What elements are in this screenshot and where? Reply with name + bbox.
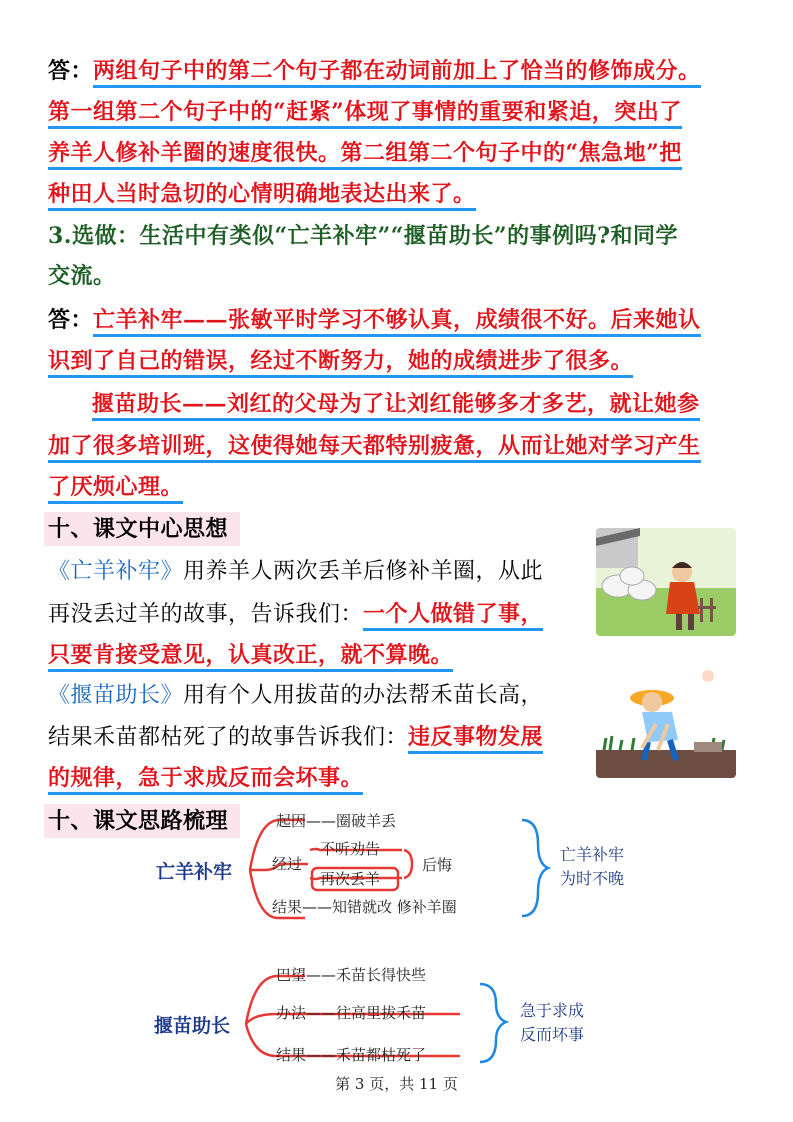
mindmap-node-wish: 巴望——禾苗长得快些 [276,966,427,984]
answer-label: 答： [48,307,94,333]
mindmap-yamiao [150,964,670,1074]
answer-text: 了厌烦心理。 [48,474,183,504]
center-p2-line-3 [48,763,363,793]
mindmap-node-result: 结果——禾苗都枯死了 [276,1046,427,1064]
answer2-line-5 [48,472,183,502]
illustration-shepherd [596,528,736,636]
center-text: 再没丢过羊的故事，告诉我们： [48,602,364,627]
book-title: 《揠苗助长》 [48,683,184,708]
answer-text: 揠苗助长——刘红的父母为了让刘红能够多才多艺，就让她参 [92,391,700,421]
answer-text: 第一组第二个句子中的“赶紧”体现了事情的重要和紧迫，突出了 [48,99,682,129]
mindmap-node-process-a: 不听劝告 [320,840,381,858]
answer2-line-3 [92,389,700,419]
mindmap-node-cause: 起因——圈破羊丢 [276,812,397,830]
mindmap-node-process: 经过 [272,855,303,873]
answer-label: 答： [48,58,94,84]
mindmap-moral-line1: 亡羊补牢 [560,845,625,864]
center-p1-line-3 [48,640,453,670]
moral-text: 一个人做错了事， [363,601,543,631]
mindmap-node-result: 结果——知错就改 修补羊圈 [272,898,457,916]
question-3-line-1: 3.选做：生活中有类似“亡羊补牢”“揠苗助长”的事例吗?和同学 [48,223,678,249]
question-3-line-2: 交流。 [48,263,116,289]
center-p1-line-2 [48,599,543,629]
book-title: 《亡羊补牢》 [48,559,184,584]
moral-text: 的规律，急于求成反而会坏事。 [48,765,363,795]
brace-icon [480,984,506,1062]
answer-text: 识到了自己的错误，经过不断努力，她的成绩进步了很多。 [48,348,633,378]
mindmap-wangyang [150,806,670,926]
center-text: 结果禾苗都枯死了的故事告诉我们： [48,725,409,750]
mindmap-moral-line2: 反而坏事 [520,1025,585,1044]
section-heading-outline: 十、课文思路梳理 [48,808,229,834]
mindmap-node-method: 办法——往高里拔禾苗 [276,1004,427,1022]
answer-text: 亡羊补牢——张敏平时学习不够认真，成绩很不好。后来她认 [93,307,701,337]
brace-icon [522,820,548,916]
moral-text: 只要肯接受意见，认真改正，就不算晚。 [48,642,453,672]
answer-text: 加了很多培训班，这使得她每天都特别疲惫，从而让她对学习产生 [48,433,701,463]
illustration-farmer [596,668,736,778]
answer2-line-4 [48,431,701,461]
center-p2-line-2 [48,722,543,752]
answer2-line-1 [48,305,701,335]
mindmap-node-regret: 后悔 [422,856,453,874]
mindmap-node-process-b: 再次丢羊 [320,870,381,888]
mindmap-root: 揠苗助长 [154,1015,231,1037]
mindmap-moral-line2: 为时不晚 [560,869,625,888]
mindmap-moral-line1: 急于求成 [520,1001,585,1020]
moral-text: 违反事物发展 [408,724,543,754]
answer-text: 两组句子中的第二个句子都在动词前加上了恰当的修饰成分。 [93,58,701,88]
center-text: 用有个人用拔苗的办法帮禾苗长高， [183,683,544,708]
answer-line-4 [48,179,476,209]
answer-line-2 [48,97,682,127]
center-text: 用养羊人两次丢羊后修补羊圈，从此 [183,559,544,584]
answer-text: 养羊人修补羊圈的速度很快。第二组第二个句子中的“焦急地”把 [48,140,682,170]
answer-text: 种田人当时急切的心情明确地表达出来了。 [48,181,476,211]
page-footer: 第 3 页，共 11 页 [335,1075,458,1093]
center-p2-line-1 [48,681,543,711]
answer-line-1 [48,56,701,86]
mindmap-root: 亡羊补牢 [156,861,233,883]
answer-line-3 [48,138,682,168]
answer2-line-2 [48,346,633,376]
center-p1-line-1 [48,557,543,587]
section-heading-center: 十、课文中心思想 [48,516,229,542]
